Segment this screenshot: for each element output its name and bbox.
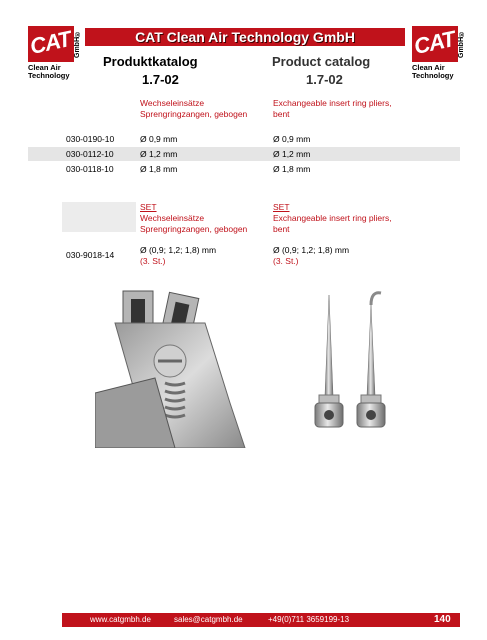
product-name-de-line-1: Wechseleinsätze [140,98,205,108]
set-quantity-en: (3. St.) [273,256,299,266]
catalog-number-de: 1.7-02 [142,72,179,87]
size-en: Ø 1,8 mm [273,164,311,174]
set-label-de: SET [140,202,157,212]
product-name-de [140,98,247,120]
table-row [28,132,460,146]
product-name-en-line-1: Exchangeable insert ring pliers, [273,98,392,108]
table-row [28,162,460,176]
logo-line-2: Technology [28,71,70,80]
article-code: 030-0118-10 [66,164,114,174]
logo-line-1: Clean Air [28,63,61,72]
catalog-number-en: 1.7-02 [306,72,343,87]
set-size-list-de: Ø (0,9; 1,2; 1,8) mm [140,245,217,255]
logo-gmbh: GmbH® [458,30,465,58]
website-link[interactable]: www.catgmbh.de [90,615,151,624]
email-link[interactable]: sales@catgmbh.de [174,615,243,624]
company-logo-left [28,26,82,80]
size-de: Ø 1,8 mm [140,164,178,174]
logo-text [28,64,82,80]
set-name-en-line-1: Exchangeable insert ring pliers, [273,213,392,223]
company-title-bar: CAT Clean Air Technology GmbH [85,28,405,46]
footer-bar [62,613,460,627]
catalog-title-de: Produktkatalog [103,54,198,69]
article-code: 030-0112-10 [66,149,114,159]
product-name-de-line-2: Sprengringzangen, gebogen [140,109,248,119]
logo-line-2: Technology [412,71,454,80]
set-label-en: SET [273,202,290,212]
catalog-title-en: Product catalog [272,54,371,69]
logo-mark: CAT [411,26,457,59]
set-name-de-line-2: Sprengringzangen, gebogen [140,224,248,234]
logo-line-1: Clean Air [412,63,445,72]
article-code: 030-0190-10 [66,134,115,144]
set-heading-en [273,202,392,235]
size-en: Ø 0,9 mm [273,134,311,144]
product-name-en-line-2: bent [273,109,290,119]
size-en: Ø 1,2 mm [273,149,311,159]
set-size-list-en: Ø (0,9; 1,2; 1,8) mm [273,245,350,255]
size-de: Ø 1,2 mm [140,149,178,159]
straight-insert-image [315,295,343,427]
phone-number: +49(0)711 3659199-13 [268,615,350,624]
logo-text [412,64,466,80]
logo-gmbh: GmbH® [74,30,81,58]
set-sizes-de [140,245,216,267]
company-logo-right [412,26,466,80]
page-number: 140 [434,614,451,625]
product-photo [95,283,395,448]
cat-logo-badge [27,26,81,62]
set-sizes-en [273,245,349,267]
set-name-de-line-1: Wechseleinsätze [140,213,205,223]
pliers-image [95,291,245,448]
table-row [28,147,460,161]
set-heading-de [140,202,247,235]
set-article-code: 030-9018-14 [66,250,115,260]
product-name-en [273,98,392,120]
cat-logo-badge [411,26,465,62]
bent-insert-image [357,293,385,427]
logo-mark: CAT [27,26,73,59]
set-quantity-de: (3. St.) [140,256,166,266]
set-name-en-line-2: bent [273,224,290,234]
set-shade [62,202,136,232]
size-de: Ø 0,9 mm [140,134,178,144]
